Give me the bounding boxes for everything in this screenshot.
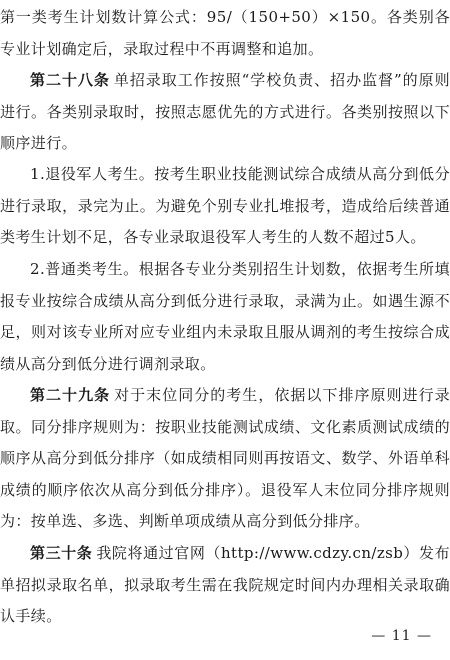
paragraph-general-candidates bbox=[0, 254, 450, 380]
paragraph-plan-formula bbox=[0, 2, 450, 65]
paragraph-text: 2.普通类考生。根据各专业分类别招生计划数，依据考生所填报专业按综合成绩从高分到低分进行录取，录满为止。如遇生源不足，则对该专业所对应专业组内未录取且服从调剂的考生按综合成绩从高分到低分进行调剂录取。 bbox=[0, 260, 450, 373]
article-29 bbox=[0, 380, 450, 538]
paragraph-veterans bbox=[0, 159, 450, 254]
article-30 bbox=[0, 538, 450, 633]
article-heading: 第三十条 bbox=[30, 544, 93, 562]
article-heading: 第二十八条 bbox=[30, 71, 110, 89]
article-heading: 第二十九条 bbox=[30, 386, 111, 404]
page-number: — 11 — bbox=[371, 628, 432, 644]
paragraph-text: 我院将通过官网（http://www.cdzy.cn/zsb）发布单招拟录取名单，拟录取考生需在我院规定时间内办理相关录取确认手续。 bbox=[0, 544, 450, 625]
paragraph-text: 单招录取工作按照“学校负责、招办监督”的原则进行。各类别录取时，按照志愿优先的方式进行。各类别按照以下顺序进行。 bbox=[0, 71, 450, 152]
paragraph-text: 第一类考生计划数计算公式：95/（150+50）×150。各类别各专业计划确定后，录取过程中不再调整和追加。 bbox=[0, 8, 450, 58]
article-28 bbox=[0, 65, 450, 160]
paragraph-text: 对于末位同分的考生，依据以下排序原则进行录取。同分排序规则为：按职业技能测试成绩、文化素质测试成绩的顺序从高分到低分排序（如成绩相同则再按语文、数学、外语单科成绩的顺序依次从高分到低分排序）。退役军人末位同分排序规则为：按单选、多选、判断单项成绩从高分到低分排序。 bbox=[0, 386, 450, 530]
paragraph-text: 1.退役军人考生。按考生职业技能测试综合成绩从高分到低分进行录取，录完为止。为避免个别专业扎堆报考，造成给后续普通类考生计划不足，各专业录取退役军人考生的人数不超过5人。 bbox=[0, 165, 450, 246]
